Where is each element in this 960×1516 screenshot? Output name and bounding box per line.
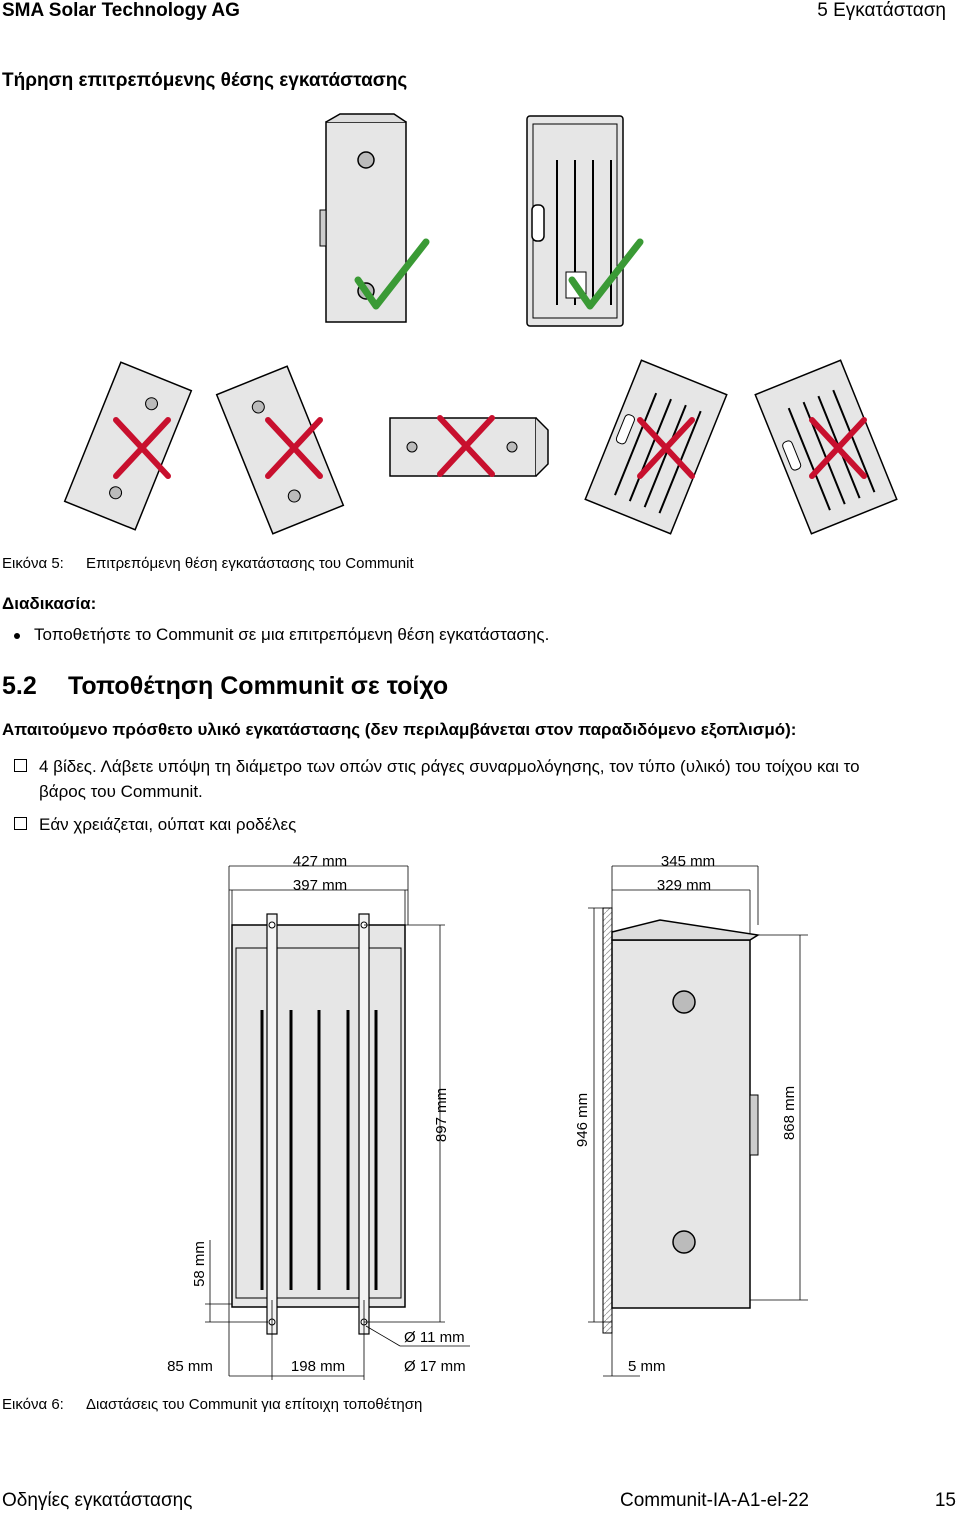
checkbox-icon [14, 759, 27, 772]
dim-329: 329 mm [656, 877, 712, 894]
required-material-title: Απαιτούμενο πρόσθετο υλικό εγκατάστασης (δεν περιλαμβάνεται στον παραδιδόμενο εξοπλισμό): [2, 720, 797, 739]
footer-doc-number: Communit-IA-A1-el-22 [620, 1490, 809, 1511]
dim-427: 427 mm [292, 853, 348, 870]
figure6-label: Εικόνα 6: [2, 1396, 64, 1413]
figure5-caption: Επιτρεπόμενη θέση εγκατάστασης του Communit [86, 555, 414, 572]
dim-d11: Ø 11 mm [404, 1329, 465, 1346]
dim-58: 58 mm [191, 1241, 208, 1287]
procedure-step-text: Τοποθετήστε το Communit σε μια επιτρεπόμενη θέση εγκατάστασης. [34, 625, 550, 644]
procedure-title: Διαδικασία: [2, 594, 97, 613]
dim-85: 85 mm [167, 1358, 213, 1375]
housing-side-tilted-right [217, 366, 344, 534]
footer-doc-type: Οδηγίες εγκατάστασης [2, 1490, 193, 1511]
procedure-step [14, 625, 549, 645]
header-company: SMA Solar Technology AG [2, 0, 240, 21]
section-number: 5.2 [2, 672, 37, 700]
checklist-item-screws-line2: βάρος του Communit. [39, 782, 203, 801]
dim-397: 397 mm [292, 877, 348, 894]
checklist-item-anchors-text: Εάν χρειάζεται, ούπατ και ροδέλες [39, 815, 297, 834]
section-5-2-heading [2, 672, 448, 701]
housing-front-upright [527, 116, 623, 326]
header-section: 5 Εγκατάσταση [817, 0, 946, 21]
section-title: Τήρηση επιτρεπόμενης θέσης εγκατάστασης [2, 70, 408, 91]
checkbox-icon [14, 817, 27, 830]
dim-946: 946 mm [574, 1092, 591, 1148]
dim-868: 868 mm [781, 1085, 798, 1141]
housing-front-tilted-right [755, 360, 896, 534]
checklist-item-screws [14, 756, 954, 804]
dim-345: 345 mm [660, 853, 716, 870]
checklist-item-anchors [14, 814, 614, 838]
figure6-caption: Διαστάσεις του Communit για επίτοιχη τοποθέτηση [86, 1396, 423, 1413]
dim-5: 5 mm [628, 1358, 666, 1375]
bullet-icon [14, 633, 20, 639]
dim-897: 897 mm [433, 1087, 450, 1143]
footer-page-number: 15 [934, 1490, 956, 1511]
figure5-label: Εικόνα 5: [2, 555, 64, 572]
dim-198: 198 mm [290, 1358, 346, 1375]
dimension-front-view [205, 866, 470, 1380]
dim-d17: Ø 17 mm [404, 1358, 466, 1375]
dimension-side-view [588, 866, 808, 1376]
housing-front-tilted-left [585, 360, 726, 534]
section-heading-text: Τοποθέτηση Communit σε τοίχο [68, 672, 449, 700]
housing-side-tilted-left [65, 362, 192, 530]
checklist-item-screws-line1: 4 βίδες. Λάβετε υπόψη τη διάμετρο των οπών στις ράγες συναρμολόγησης, τον τύπο (υλικό) του τοίχου και το [39, 757, 860, 776]
